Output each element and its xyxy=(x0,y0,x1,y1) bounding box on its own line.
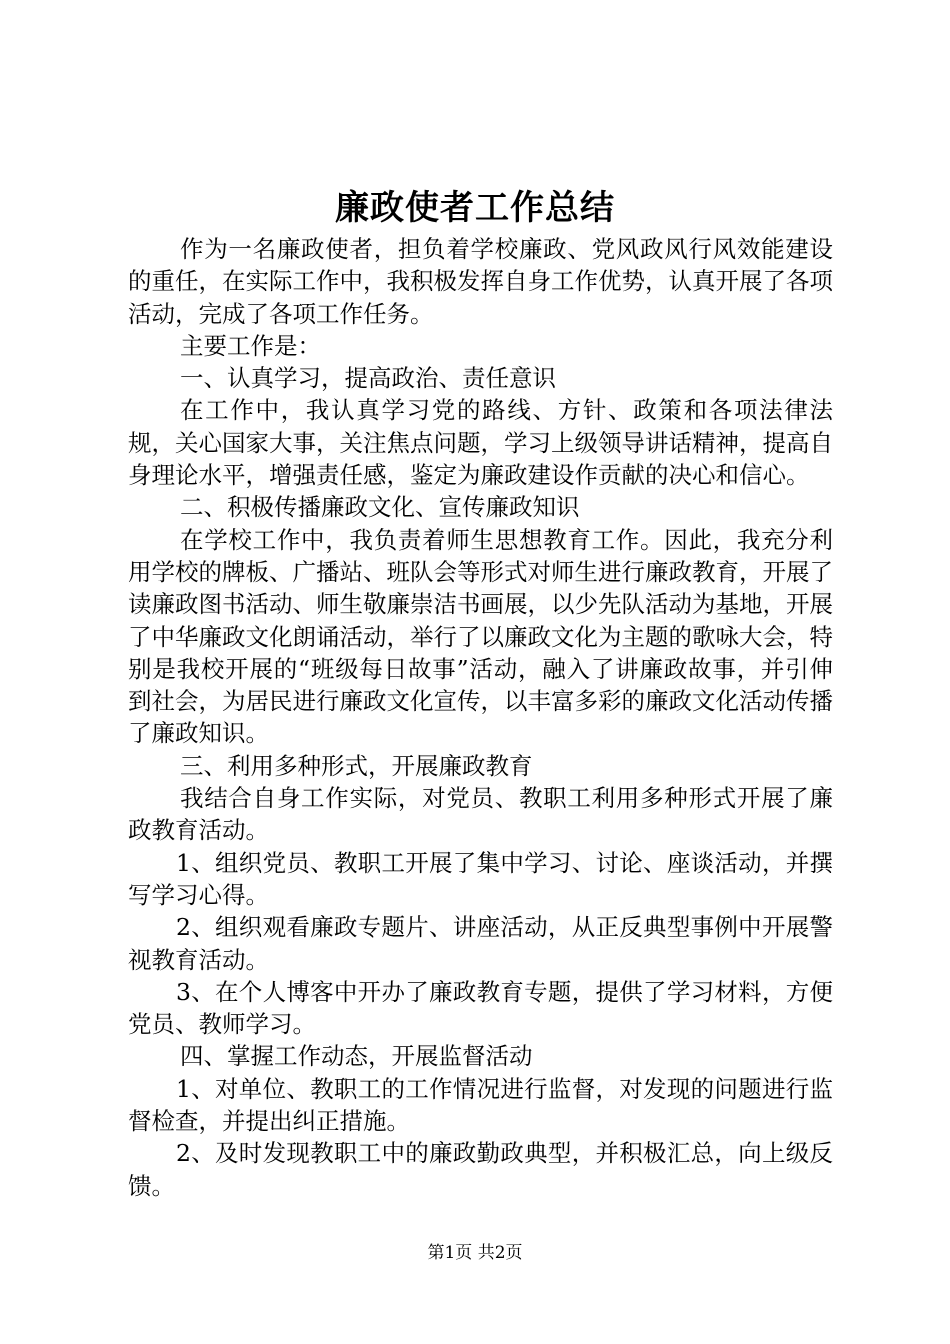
document-title: 廉政使者工作总结 xyxy=(335,188,615,228)
list-item-3-2: 2、组织观看廉政专题片、讲座活动，从正反典型事例中开展警视教育活动。 xyxy=(128,913,833,974)
list-item-3-3: 3、在个人博客中开办了廉政教育专题，提供了学习材料，方便党员、教师学习。 xyxy=(128,977,833,1039)
document-body xyxy=(128,233,833,1202)
paragraph-section-2: 在学校工作中，我负责着师生思想教育工作。因此，我充分利用学校的牌板、广播站、班队会等形式对师生进行廉政教育，开展了读廉政图书活动、师生敬廉崇洁书画展，以少先队活动为基地，开展了中华廉政文化朗诵活动，举行了以廉政文化为主题的歌咏大会，特别是我校开展的“班级每日故事”活动，融入了讲廉政故事，并引伸到社会，为居民进行廉政文化宣传，以丰富多彩的廉政文化活动传播了廉政知识。 xyxy=(128,525,833,748)
list-item-4-2: 2、及时发现教职工中的廉政勤政典型，并积极汇总，向上级反馈。 xyxy=(128,1139,833,1200)
section-heading-1: 一、认真学习，提高政治、责任意识 xyxy=(180,364,556,393)
page-footer: 第1页 共2页 xyxy=(427,1243,523,1263)
paragraph-section-3: 我结合自身工作实际，对党员、教职工利用多种形式开展了廉政教育活动。 xyxy=(128,784,833,845)
list-item-4-1: 1、对单位、教职工的工作情况进行监督，对发现的问题进行监督检查，并提出纠正措施。 xyxy=(128,1074,833,1136)
paragraph-intro: 作为一名廉政使者，担负着学校廉政、党风政风行风效能建设的重任，在实际工作中，我积极发挥自身工作优势，认真开展了各项活动，完成了各项工作任务。 xyxy=(128,235,833,328)
section-heading-2: 二、积极传播廉政文化、宣传廉政知识 xyxy=(180,493,580,522)
paragraph-section-1: 在工作中，我认真学习党的路线、方针、政策和各项法律法规，关心国家大事，关注焦点问题，学习上级领导讲话精神，提高自身理论水平，增强责任感，鉴定为廉政建设作贡献的决心和信心。 xyxy=(128,396,833,490)
section-heading-3: 三、利用多种形式，开展廉政教育 xyxy=(180,751,533,780)
paragraph-main-work: 主要工作是： xyxy=(180,331,321,360)
list-item-3-1: 1、组织党员、教职工开展了集中学习、讨论、座谈活动，并撰写学习心得。 xyxy=(128,848,833,909)
section-heading-4: 四、掌握工作动态，开展监督活动 xyxy=(180,1042,533,1071)
